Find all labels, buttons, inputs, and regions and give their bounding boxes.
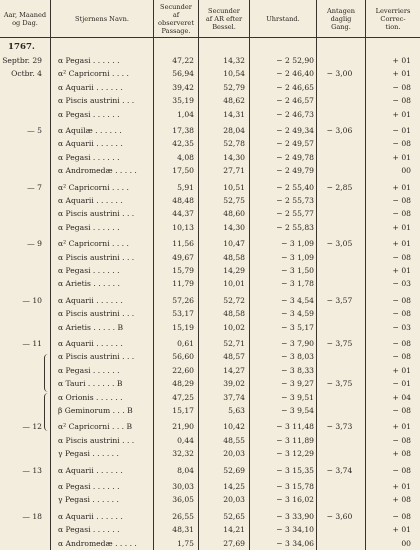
date-cell xyxy=(2,434,42,447)
correction-cell: − 08 xyxy=(392,465,411,475)
date-cell xyxy=(2,404,42,417)
observed-seconds-cell: 42,35 xyxy=(172,139,194,149)
star-name-cell: α Piscis austrini . . . xyxy=(58,352,135,362)
star-name-cell: α Pegasi . . . . . . xyxy=(58,152,120,162)
observed-seconds-cell: 36,05 xyxy=(172,495,194,505)
date-cell xyxy=(2,81,42,94)
star-name-cell: γ Pegasi . . . . . . xyxy=(58,449,119,459)
observed-seconds-cell: 32,32 xyxy=(172,449,194,459)
urstand-cell: − 3 15,35 xyxy=(276,465,314,475)
correction-cell: + 08 xyxy=(392,495,411,505)
urstand-cell: − 3 1,09 xyxy=(281,239,314,249)
urstand-cell: − 3 8,33 xyxy=(281,365,314,375)
brace-mark xyxy=(44,393,50,431)
bessel-seconds-cell: 14,29 xyxy=(223,266,245,275)
star-name-cell: α Piscis austrini . . . xyxy=(58,96,135,106)
star-name-cell: α Tauri . . . . . . B xyxy=(58,379,123,389)
date-cell: — 7 xyxy=(27,182,42,192)
bessel-seconds-cell: 10,02 xyxy=(223,322,245,332)
table-row xyxy=(0,447,420,460)
correction-cell: 00 xyxy=(401,538,411,548)
year-label: 1767. xyxy=(8,42,35,52)
observed-seconds-cell: 56,60 xyxy=(172,352,194,362)
bessel-seconds-cell: 39,02 xyxy=(223,379,245,389)
table-row xyxy=(0,94,420,107)
daily-rate-cell xyxy=(318,350,361,363)
table-row xyxy=(0,264,420,277)
observed-seconds-cell: 15,17 xyxy=(172,406,194,415)
correction-cell: − 08 xyxy=(392,309,411,319)
bessel-seconds-cell: 52,71 xyxy=(223,339,245,348)
star-name-cell: α² Capricorni . . . . xyxy=(58,69,129,79)
table-row xyxy=(0,181,420,194)
date-cell xyxy=(2,137,42,150)
star-name-cell: γ Pegasi . . . . . . xyxy=(58,495,119,505)
date-cell xyxy=(2,221,42,234)
bessel-seconds-cell: 10,42 xyxy=(223,422,245,432)
table-row xyxy=(0,151,420,164)
daily-rate-cell: − 3,06 xyxy=(326,126,353,135)
daily-rate-cell xyxy=(318,108,361,121)
star-name-cell: α Andromedæ . . . . . xyxy=(58,538,137,548)
bessel-seconds-cell: 14,27 xyxy=(223,365,245,375)
star-name-cell: α Aquarii . . . . . . xyxy=(58,339,123,348)
table-row xyxy=(0,207,420,220)
date-cell xyxy=(2,251,42,264)
bessel-seconds-cell: 10,47 xyxy=(223,239,245,249)
urstand-cell: − 2 46,57 xyxy=(276,96,314,106)
table-row xyxy=(0,434,420,447)
observed-seconds-cell: 39,42 xyxy=(172,82,194,92)
table-row xyxy=(0,221,420,234)
observed-seconds-cell: 1,04 xyxy=(177,109,194,119)
daily-rate-cell: − 3,60 xyxy=(326,511,353,521)
daily-rate-cell: − 2,85 xyxy=(326,182,353,192)
urstand-cell: − 3 4,54 xyxy=(281,295,314,305)
star-name-cell: α Piscis austrini . . . xyxy=(58,209,135,219)
observed-seconds-cell: 4,08 xyxy=(177,152,194,162)
date-cell: Octbr. 4 xyxy=(11,69,42,79)
correction-cell: + 01 xyxy=(392,422,411,432)
table-row xyxy=(0,404,420,417)
urstand-cell: − 2 49,57 xyxy=(276,139,314,149)
table-row xyxy=(0,493,420,506)
bessel-seconds-cell: 10,01 xyxy=(223,279,245,289)
star-name-cell: α Pegasi . . . . . . xyxy=(58,365,120,375)
table-row xyxy=(0,124,420,137)
star-name-cell: α Piscis austrini . . . xyxy=(58,309,135,319)
date-cell xyxy=(2,480,42,493)
observed-seconds-cell: 48,31 xyxy=(172,525,194,535)
daily-rate-cell xyxy=(318,434,361,447)
observed-seconds-cell: 26,55 xyxy=(172,511,194,521)
star-name-cell: α² Capricorni . . . . xyxy=(58,239,129,249)
urstand-cell: − 2 46,65 xyxy=(276,82,314,92)
header-correction: Leverriers Correc- tion. xyxy=(366,0,420,38)
correction-cell: − 03 xyxy=(392,279,411,289)
urstand-cell: − 2 49,78 xyxy=(276,152,314,162)
star-name-cell: α Pegasi . . . . . . xyxy=(58,109,120,119)
brace-mark xyxy=(44,354,50,392)
daily-rate-cell: − 3,75 xyxy=(326,379,353,389)
date-cell: — 5 xyxy=(27,126,42,135)
correction-cell: − 08 xyxy=(392,295,411,305)
date-cell xyxy=(2,364,42,377)
daily-rate-cell: − 3,05 xyxy=(326,239,353,249)
date-cell xyxy=(2,377,42,390)
star-name-cell: α Andromedæ . . . . . xyxy=(58,166,137,176)
star-name-cell: α Pegasi . . . . . . xyxy=(58,482,120,491)
urstand-cell: − 3 1,50 xyxy=(281,266,314,275)
urstand-cell: − 2 55,40 xyxy=(276,182,314,192)
star-name-cell: α Aquarii . . . . . . xyxy=(58,196,123,205)
correction-cell: + 01 xyxy=(392,482,411,491)
observed-seconds-cell: 47,22 xyxy=(172,56,194,65)
daily-rate-cell xyxy=(318,321,361,334)
observed-seconds-cell: 0,44 xyxy=(177,435,194,445)
observed-seconds-cell: 17,50 xyxy=(172,166,194,176)
table-row xyxy=(0,108,420,121)
table-row xyxy=(0,307,420,320)
urstand-cell: − 2 49,34 xyxy=(276,126,314,135)
table-row xyxy=(0,510,420,523)
star-name-cell: α Aquarii . . . . . . xyxy=(58,295,123,305)
daily-rate-cell xyxy=(318,364,361,377)
observed-seconds-cell: 10,13 xyxy=(172,222,194,232)
star-name-cell: α Arietis . . . . . B xyxy=(58,322,124,332)
bessel-seconds-cell: 14,30 xyxy=(223,152,245,162)
observed-seconds-cell: 48,29 xyxy=(172,379,194,389)
star-name-cell: α Pegasi . . . . . . xyxy=(58,222,120,232)
correction-cell: − 08 xyxy=(392,209,411,219)
urstand-cell: − 3 12,29 xyxy=(276,449,314,459)
table-row xyxy=(0,391,420,404)
date-cell xyxy=(2,108,42,121)
urstand-cell: − 3 16,02 xyxy=(276,495,314,505)
bessel-seconds-cell: 10,51 xyxy=(223,182,245,192)
bessel-seconds-cell: 27,71 xyxy=(223,166,245,176)
date-cell xyxy=(2,264,42,277)
observed-seconds-cell: 53,17 xyxy=(172,309,194,319)
observed-seconds-cell: 22,60 xyxy=(172,365,194,375)
urstand-cell: − 3 9,51 xyxy=(281,392,314,402)
urstand-cell: − 2 52,90 xyxy=(276,56,314,65)
date-cell: — 10 xyxy=(22,295,42,305)
daily-rate-cell xyxy=(318,54,361,67)
urstand-cell: − 3 4,59 xyxy=(281,309,314,319)
table-row xyxy=(0,277,420,290)
correction-cell: + 01 xyxy=(392,69,411,79)
correction-cell: − 08 xyxy=(392,196,411,205)
header-observed-seconds: Secunder af observeret Passage. xyxy=(154,0,198,38)
date-cell: — 9 xyxy=(27,239,42,249)
daily-rate-cell: − 3,75 xyxy=(326,339,353,348)
header-bessel-seconds: Secunder af AR efter Bessel. xyxy=(199,0,249,38)
daily-rate-cell xyxy=(318,277,361,290)
correction-cell: − 08 xyxy=(392,511,411,521)
star-name-cell: α² Capricorni . . . . xyxy=(58,182,129,192)
correction-cell: − 08 xyxy=(392,252,411,262)
observed-seconds-cell: 0,61 xyxy=(177,339,194,348)
star-name-cell: β Geminorum . . . B xyxy=(58,406,133,415)
date-cell xyxy=(2,194,42,207)
table-row xyxy=(0,420,420,433)
bessel-seconds-cell: 14,25 xyxy=(223,482,245,491)
star-name-cell: α Arietis . . . . . . xyxy=(58,279,120,289)
bessel-seconds-cell: 52,72 xyxy=(223,295,245,305)
daily-rate-cell: − 3,74 xyxy=(326,465,353,475)
table-row xyxy=(0,350,420,363)
bessel-seconds-cell: 52,65 xyxy=(223,511,245,521)
star-name-cell: α Aquarii . . . . . . xyxy=(58,139,123,149)
observed-seconds-cell: 11,79 xyxy=(172,279,194,289)
correction-cell: + 01 xyxy=(392,109,411,119)
bessel-seconds-cell: 52,69 xyxy=(223,465,245,475)
star-name-cell: α Aquilæ . . . . . . xyxy=(58,126,122,135)
bessel-seconds-cell: 14,30 xyxy=(223,222,245,232)
header-star-name: Stjernens Navn. xyxy=(51,0,153,38)
date-cell xyxy=(2,321,42,334)
table-row xyxy=(0,464,420,477)
observed-seconds-cell: 44,37 xyxy=(172,209,194,219)
urstand-cell: − 3 1,09 xyxy=(281,252,314,262)
daily-rate-cell xyxy=(318,81,361,94)
date-cell xyxy=(2,447,42,460)
bessel-seconds-cell: 20,03 xyxy=(223,449,245,459)
date-cell xyxy=(2,277,42,290)
correction-cell: + 01 xyxy=(392,525,411,535)
bessel-seconds-cell: 48,62 xyxy=(223,96,245,106)
correction-cell: 00 xyxy=(401,166,411,176)
daily-rate-cell xyxy=(318,523,361,536)
date-cell xyxy=(2,151,42,164)
table-row xyxy=(0,537,420,550)
daily-rate-cell xyxy=(318,391,361,404)
correction-cell: − 08 xyxy=(392,339,411,348)
observed-seconds-cell: 15,19 xyxy=(172,322,194,332)
urstand-cell: − 2 46,40 xyxy=(276,69,314,79)
urstand-cell: − 3 9,54 xyxy=(281,406,314,415)
date-cell xyxy=(2,493,42,506)
daily-rate-cell xyxy=(318,537,361,550)
bessel-seconds-cell: 10,54 xyxy=(223,69,245,79)
daily-rate-cell xyxy=(318,151,361,164)
date-cell: — 18 xyxy=(22,511,42,521)
correction-cell: + 01 xyxy=(392,239,411,249)
observed-seconds-cell: 21,90 xyxy=(172,422,194,432)
urstand-cell: − 3 1,78 xyxy=(281,279,314,289)
daily-rate-cell xyxy=(318,251,361,264)
daily-rate-cell xyxy=(318,404,361,417)
bessel-seconds-cell: 52,75 xyxy=(223,196,245,205)
correction-cell: + 01 xyxy=(392,266,411,275)
date-cell xyxy=(2,164,42,177)
star-name-cell: α Piscis austrini . . . xyxy=(58,435,135,445)
bessel-seconds-cell: 5,63 xyxy=(228,406,245,415)
table-row xyxy=(0,67,420,80)
urstand-cell: − 2 46,73 xyxy=(276,109,314,119)
correction-cell: + 08 xyxy=(392,449,411,459)
star-name-cell: α Aquarii . . . . . . xyxy=(58,465,123,475)
bessel-seconds-cell: 28,04 xyxy=(223,126,245,135)
bessel-seconds-cell: 27,69 xyxy=(223,538,245,548)
correction-cell: + 04 xyxy=(392,392,411,402)
correction-cell: + 01 xyxy=(392,152,411,162)
header-date: Aar, Maaned og Dag. xyxy=(0,0,50,38)
date-cell: — 11 xyxy=(22,339,42,348)
correction-cell: − 08 xyxy=(392,96,411,106)
correction-cell: − 01 xyxy=(392,379,411,389)
header-urstand: Uhrstand. xyxy=(250,0,316,38)
bessel-seconds-cell: 48,58 xyxy=(223,309,245,319)
correction-cell: − 08 xyxy=(392,352,411,362)
daily-rate-cell xyxy=(318,94,361,107)
urstand-cell: − 2 49,79 xyxy=(276,166,314,176)
observed-seconds-cell: 47,25 xyxy=(172,392,194,402)
date-cell xyxy=(2,537,42,550)
star-name-cell: α Orionis . . . . . . xyxy=(58,392,123,402)
urstand-cell: − 2 55,83 xyxy=(276,222,314,232)
bessel-seconds-cell: 48,58 xyxy=(223,252,245,262)
correction-cell: + 01 xyxy=(392,365,411,375)
correction-cell: − 03 xyxy=(392,322,411,332)
daily-rate-cell xyxy=(318,307,361,320)
urstand-cell: − 3 34,06 xyxy=(276,538,314,548)
observed-seconds-cell: 1,75 xyxy=(177,538,194,548)
correction-cell: − 08 xyxy=(392,406,411,415)
urstand-cell: − 2 55,73 xyxy=(276,196,314,205)
correction-cell: − 01 xyxy=(392,126,411,135)
observed-seconds-cell: 49,67 xyxy=(172,252,194,262)
table-row xyxy=(0,294,420,307)
urstand-cell: − 3 7,90 xyxy=(281,339,314,348)
correction-cell: + 01 xyxy=(392,182,411,192)
urstand-cell: − 3 5,17 xyxy=(281,322,314,332)
urstand-cell: − 3 15,78 xyxy=(276,482,314,491)
daily-rate-cell: − 3,57 xyxy=(326,295,353,305)
daily-rate-cell xyxy=(318,264,361,277)
date-cell: — 12 xyxy=(22,422,42,432)
urstand-cell: − 3 34,10 xyxy=(276,525,314,535)
correction-cell: + 01 xyxy=(392,222,411,232)
observed-seconds-cell: 35,19 xyxy=(172,96,194,106)
observed-seconds-cell: 11,56 xyxy=(172,239,194,249)
observed-seconds-cell: 5,91 xyxy=(177,182,194,192)
observed-seconds-cell: 57,26 xyxy=(172,295,194,305)
observed-seconds-cell: 48,48 xyxy=(172,196,194,205)
daily-rate-cell xyxy=(318,447,361,460)
urstand-cell: − 3 8,03 xyxy=(281,352,314,362)
date-cell: — 13 xyxy=(22,465,42,475)
bessel-seconds-cell: 48,60 xyxy=(223,209,245,219)
table-row xyxy=(0,164,420,177)
bessel-seconds-cell: 52,78 xyxy=(223,139,245,149)
urstand-cell: − 3 33,90 xyxy=(276,511,314,521)
daily-rate-cell xyxy=(318,194,361,207)
daily-rate-cell xyxy=(318,493,361,506)
table-row xyxy=(0,364,420,377)
table-row xyxy=(0,237,420,250)
bessel-seconds-cell: 20,03 xyxy=(223,495,245,505)
urstand-cell: − 3 11,89 xyxy=(276,435,314,445)
table-row xyxy=(0,137,420,150)
star-name-cell: α Pegasi . . . . . . xyxy=(58,266,120,275)
observed-seconds-cell: 8,04 xyxy=(177,465,194,475)
date-cell xyxy=(2,207,42,220)
bessel-seconds-cell: 37,74 xyxy=(223,392,245,402)
urstand-cell: − 3 11,48 xyxy=(276,422,314,432)
date-cell xyxy=(2,307,42,320)
star-name-cell: α Aquarii . . . . . . xyxy=(58,82,123,92)
daily-rate-cell xyxy=(318,137,361,150)
date-cell xyxy=(2,350,42,363)
daily-rate-cell xyxy=(318,164,361,177)
bessel-seconds-cell: 14,32 xyxy=(223,56,245,65)
star-name-cell: α² Capricorni . . . B xyxy=(58,422,133,432)
bessel-seconds-cell: 52,79 xyxy=(223,82,245,92)
observed-seconds-cell: 30,03 xyxy=(172,482,194,491)
star-name-cell: α Aquarii . . . . . . xyxy=(58,511,123,521)
observed-seconds-cell: 17,38 xyxy=(172,126,194,135)
correction-cell: + 01 xyxy=(392,56,411,65)
daily-rate-cell xyxy=(318,207,361,220)
header-daily-rate: Antagen daglig Gang. xyxy=(317,0,365,38)
observed-seconds-cell: 15,79 xyxy=(172,266,194,275)
table-row xyxy=(0,480,420,493)
table-row xyxy=(0,321,420,334)
star-name-cell: α Pegasi . . . . . . xyxy=(58,56,120,65)
correction-cell: − 08 xyxy=(392,82,411,92)
urstand-cell: − 2 55,77 xyxy=(276,209,314,219)
bessel-seconds-cell: 14,21 xyxy=(223,525,245,535)
table-row xyxy=(0,377,420,390)
bessel-seconds-cell: 14,31 xyxy=(223,109,245,119)
daily-rate-cell: − 3,73 xyxy=(326,422,353,432)
star-name-cell: α Pegasi . . . . . . xyxy=(58,525,120,535)
date-cell xyxy=(2,523,42,536)
table-row xyxy=(0,54,420,67)
table-row xyxy=(0,337,420,350)
table-row xyxy=(0,81,420,94)
star-name-cell: α Piscis austrini . . . xyxy=(58,252,135,262)
bessel-seconds-cell: 48,55 xyxy=(223,435,245,445)
daily-rate-cell: − 3,00 xyxy=(326,69,353,79)
date-cell xyxy=(2,94,42,107)
daily-rate-cell xyxy=(318,480,361,493)
table-row xyxy=(0,523,420,536)
date-cell xyxy=(2,391,42,404)
correction-cell: − 08 xyxy=(392,435,411,445)
correction-cell: − 08 xyxy=(392,139,411,149)
table-row xyxy=(0,194,420,207)
urstand-cell: − 3 9,27 xyxy=(281,379,314,389)
date-cell: Septbr. 29 xyxy=(2,56,42,65)
daily-rate-cell xyxy=(318,221,361,234)
bessel-seconds-cell: 48,57 xyxy=(223,352,245,362)
table-row xyxy=(0,251,420,264)
observed-seconds-cell: 56,94 xyxy=(172,69,194,79)
